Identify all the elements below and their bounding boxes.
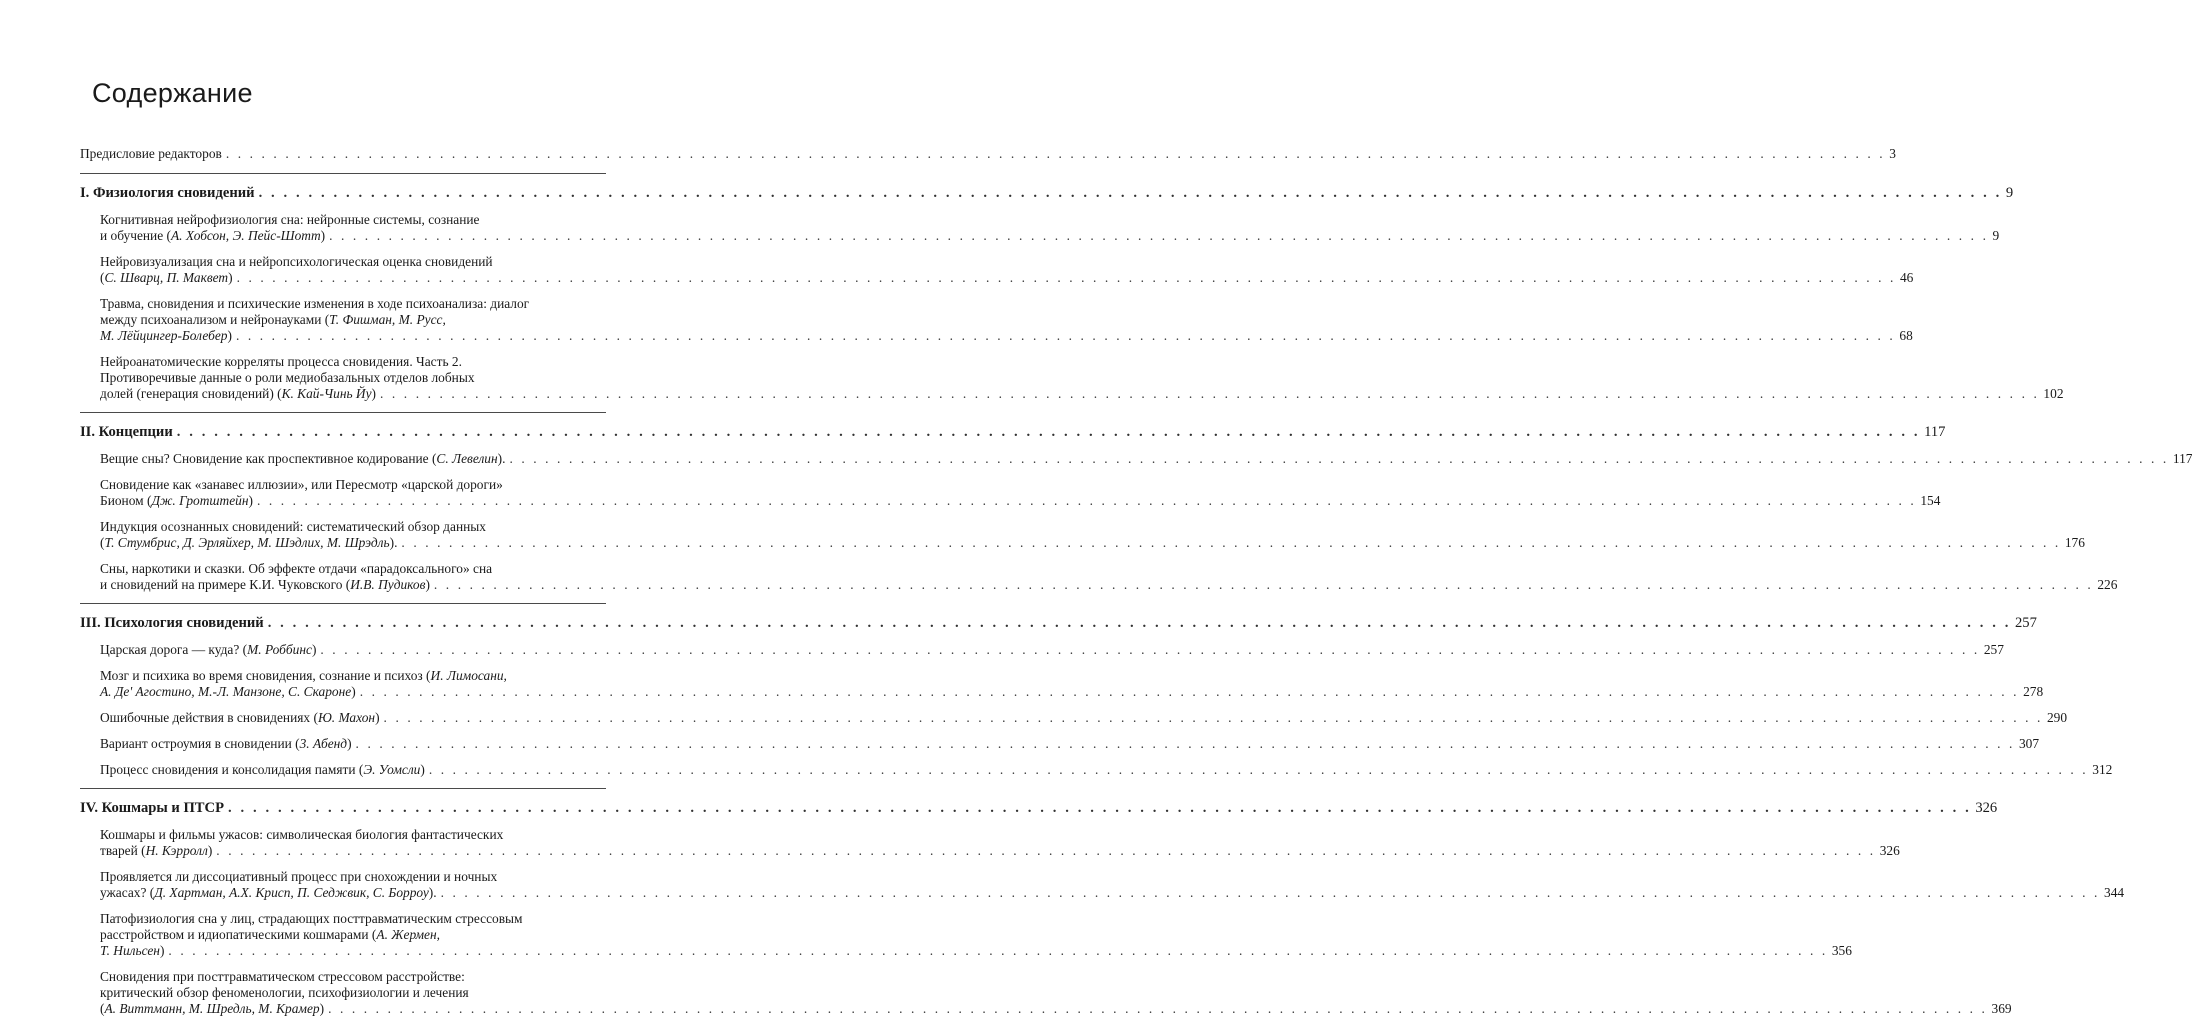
entry-closing-punct: ) [228,270,233,285]
toc-entry-line [100,386,2064,402]
toc-entry [100,561,2118,593]
toc-entry-line [100,312,606,328]
toc-entry-line [100,869,606,885]
entry-closing-punct: ) [248,493,253,508]
page-number: 9 [2005,185,2014,201]
dot-leader: . . . . . . . . . . . . . . . . . . . . . . . . . . . . . . . . . . . . . . . . . . . . . . . . . . . . . . . . . . . . . . . . . . . . . . . . . . . . . . . . . . . . . . . . . . . . . . . . . . . . . . . . . . . . . . . . . . . . . . . . . . . . . . . . . . . . . . . . . . . . [380,386,2040,401]
table-of-contents [80,146,2192,1027]
toc-entry-text [100,927,440,942]
toc-section-heading [80,423,1946,441]
entry-authors: Т. Фишман, М. Русс, [329,312,446,327]
toc-entry-text [100,869,497,884]
entry-authors: Н. Кэрролл [145,843,208,858]
toc-entry-line [80,184,2014,202]
toc-entry-line [100,736,2040,752]
entry-closing-punct: ) [371,386,377,401]
toc-entry-line [100,254,606,270]
entry-authors: Д. Хартман, А.Х. Крисп, П. Седжвик, С. Борроу [154,885,429,900]
toc-entry-text [80,146,222,162]
toc-entry-text [100,370,475,385]
entry-title-text: Когнитивная нейрофизиология сна: нейронные системы, сознание [100,212,480,227]
entry-title-text: Патофизиология сна у лиц, страдающих посттравматическим стрессовым [100,911,523,926]
toc-entry-text [100,386,376,402]
entry-closing-punct: ). [389,535,398,550]
entry-title-text: Вариант остроумия в сновидении ( [100,736,300,751]
toc-entry-text [100,668,507,683]
toc-entry-text [100,561,492,576]
entry-closing-punct: ). [428,885,437,900]
entry-authors: А. Хобсон, Э. Пейс-Шотт [170,228,321,243]
toc-entry-line [100,370,606,386]
dot-leader: . . . . . . . . . . . . . . . . . . . . . . . . . . . . . . . . . . . . . . . . . . . . . . . . . . . . . . . . . . . . . . . . . . . . . . . . . . . . . . . . . . . . . . . . . . . . . . . . . . . . . . . . . . . . . . . . . . . . . . . . . . . . . . . . . . . . . . . . . . . . [236,270,1896,285]
entry-title-text: долей (генерация сновидений) ( [100,386,282,401]
toc-entry-text [100,736,352,752]
page-number: 9 [1992,228,2000,243]
entry-closing-punct: ) [375,710,380,725]
entry-title-text: III. Психология сновидений [80,615,264,631]
entry-title-text: тварей ( [100,843,146,858]
dot-leader: . . . . . . . . . . . . . . . . . . . . . . . . . . . . . . . . . . . . . . . . . . . . . . . . . . . . . . . . . . . . . . . . . . . . . . . . . . . . . . . . . . . . . . . . . . . . . . . . . . . . . . . . . . . . . . . . . . . . . . . . . . . . . . . . . . . . . . . . . . . . [267,615,2011,631]
toc-entry-line [100,493,1941,509]
page-number: 154 [1920,493,1941,508]
toc-entry-text [100,885,437,901]
toc-entry-line [100,561,606,577]
toc-section-heading [80,799,1998,817]
toc-entry-text [100,519,486,534]
section-divider [80,603,606,604]
toc-entry [100,911,1852,959]
entry-authors: Э. Уомсли [363,762,421,777]
entry-closing-punct: ) [347,736,352,751]
toc-entry-text [100,270,233,286]
entry-closing-punct: ) [420,762,425,777]
toc-entry [100,354,2064,402]
dot-leader: . . . . . . . . . . . . . . . . . . . . . . . . . . . . . . . . . . . . . . . . . . . . . . . . . . . . . . . . . . . . . . . . . . . . . . . . . . . . . . . . . . . . . . . . . . . . . . . . . . . . . . . . . . . . . . . . . . . . . . . . . . . . . . . . . . . . . . . . . . . . [509,451,2169,466]
entry-authors: И. Лимосани, [430,668,507,683]
entry-title-text: Травма, сновидения и психические изменения в ходе психоанализа: диалог [100,296,530,311]
dot-leader: . . . . . . . . . . . . . . . . . . . . . . . . . . . . . . . . . . . . . . . . . . . . . . . . . . . . . . . . . . . . . . . . . . . . . . . . . . . . . . . . . . . . . . . . . . . . . . . . . . . . . . . . . . . . . . . . . . . . . . . . . . . . . . . . . . . . . . . . . . . . [328,1001,1988,1016]
toc-entry-text [100,477,503,492]
entry-closing-punct: ) [159,943,165,958]
toc-entry-line [100,577,2118,593]
section-divider [80,173,606,174]
toc-entry [100,254,1914,286]
page-number: 344 [2104,885,2125,900]
entry-authors: 3. Абенд [299,736,348,751]
toc-entry-line [100,969,606,985]
toc-entry-line [100,827,606,843]
toc-entry [100,212,2000,244]
entry-title-text: Царская дорога — куда? ( [100,642,248,657]
page-number: 290 [2046,710,2068,725]
dot-leader: . . . . . . . . . . . . . . . . . . . . . . . . . . . . . . . . . . . . . . . . . . . . . . . . . . . . . . . . . . . . . . . . . . . . . . . . . . . . . . . . . . . . . . . . . . . . . . . . . . . . . . . . . . . . . . . . . . . . . . . . . . . . . . . . . . . . . . . . . . . . [228,800,1972,816]
toc-entry-text [100,493,253,509]
toc-entry-text [80,799,224,817]
toc-entry-line [100,642,2004,658]
toc-entry-line [80,799,1998,817]
entry-title-text: Сны, наркотики и сказки. Об эффекте отдачи «парадоксального» сна [100,561,493,576]
dot-leader: . . . . . . . . . . . . . . . . . . . . . . . . . . . . . . . . . . . . . . . . . . . . . . . . . . . . . . . . . . . . . . . . . . . . . . . . . . . . . . . . . . . . . . . . . . . . . . . . . . . . . . . . . . . . . . . . . . . . . . . . . . . . . . . . . . . . . . . . . . . . [225,146,1886,161]
toc-entry-text [100,296,529,311]
page-number: 102 [2043,386,2064,401]
entry-title-text: Ошибочные действия в сновидениях ( [100,710,318,725]
entry-authors: С. Левелин [436,451,498,466]
entry-title-text: Процесс сновидения и консолидация памяти ( [100,762,364,777]
toc-entry-text [100,451,505,467]
entry-closing-punct: ) [319,1001,325,1016]
toc-entry-line [100,710,2068,726]
toc-entry-line [100,228,2000,244]
page-number: 257 [2015,615,2037,631]
dot-leader: . . . . . . . . . . . . . . . . . . . . . . . . . . . . . . . . . . . . . . . . . . . . . . . . . . . . . . . . . . . . . . . . . . . . . . . . . . . . . . . . . . . . . . . . . . . . . . . . . . . . . . . . . . . . . . . . . . . . . . . . . . . . . . . . . . . . . . . . . . . . [359,684,2020,699]
page-number: 117 [2172,451,2192,466]
toc-entry-line [100,212,606,228]
toc-entry-line [100,668,606,684]
entry-closing-punct: ) [207,843,213,858]
entry-authors: И.В. Пудиков [350,577,426,592]
toc-entry-text [100,535,397,551]
entry-authors: А. Де' Агостино, М.-Л. Манзоне, С. Скароне [100,684,352,699]
toc-entry-line [100,943,1852,959]
toc-entry [100,869,2125,901]
toc-entry-text [100,684,356,700]
toc-entry-line [100,270,1914,286]
entry-closing-punct: ) [311,642,317,657]
toc-entry-text [100,1001,324,1017]
toc-entry [100,519,2085,551]
toc-entry-text [100,710,380,726]
toc-entry-line [100,535,2085,551]
entry-authors: М. Роббинс [247,642,312,657]
entry-title-text: Индукция осознанных сновидений: систематический обзор данных [100,519,486,534]
toc-entry [100,762,2113,778]
toc-entry-text [100,985,469,1000]
page-number: 312 [2092,762,2113,777]
toc-entry-line [100,885,2125,901]
entry-title-text: I. Физиология сновидений [80,185,255,201]
toc-entry-line [80,614,2037,632]
entry-title-text: ( [100,1001,105,1016]
toc-entry-text [80,614,264,632]
entry-closing-punct: ) [227,328,232,343]
entry-authors: Дж. Гротштейн [151,493,249,508]
entry-title-text: и сновидений на примере К.И. Чуковского ( [100,577,351,592]
toc-entry [100,969,2012,1017]
entry-title-text: IV. Кошмары и ПТСР [80,800,224,816]
entry-title-text: Предисловие редакторов [80,146,222,161]
page-number: 226 [2097,577,2118,592]
toc-entry [100,451,2192,467]
dot-leader: . . . . . . . . . . . . . . . . . . . . . . . . . . . . . . . . . . . . . . . . . . . . . . . . . . . . . . . . . . . . . . . . . . . . . . . . . . . . . . . . . . . . . . . . . . . . . . . . . . . . . . . . . . . . . . . . . . . . . . . . . . . . . . . . . . . . . . . . . . . . [329,228,1989,243]
entry-title-text: критический обзор феноменологии, психофизиологии и лечения [100,985,469,1000]
toc-entry-text [80,184,255,202]
toc-entry-text [100,843,212,859]
toc-entry-text [100,642,316,658]
entry-authors: М. Лёйцингер-Болебер [100,328,228,343]
entry-title-text: Проявляется ли диссоциативный процесс при снохождении и ночных [100,869,498,884]
page-number: 278 [2023,684,2044,699]
toc-entry-line [100,1001,2012,1017]
toc-entry-text [100,943,164,959]
entry-title-text: ( [100,270,105,285]
toc-entry-text [100,911,523,926]
page-number: 356 [1831,943,1852,958]
entry-title-text: и обучение ( [100,228,171,243]
entry-closing-punct: ) [425,577,430,592]
toc-entry-text [100,254,493,269]
toc-entry-line [100,762,2113,778]
entry-title-text: расстройством и идиопатическими кошмарами ( [100,927,377,942]
dot-leader: . . . . . . . . . . . . . . . . . . . . . . . . . . . . . . . . . . . . . . . . . . . . . . . . . . . . . . . . . . . . . . . . . . . . . . . . . . . . . . . . . . . . . . . . . . . . . . . . . . . . . . . . . . . . . . . . . . . . . . . . . . . . . . . . . . . . . . . . . . . . [383,710,2043,725]
entry-title-text: Вещие сны? Сновидение как проспективное кодирование ( [100,451,437,466]
toc-entry-line [100,296,606,312]
page-number: 176 [2064,535,2085,550]
toc-entry-text [100,827,503,842]
toc-entry-text [100,212,480,227]
entry-title-text: II. Концепции [80,424,173,440]
toc-entry-line [100,477,606,493]
toc-entry-line [100,843,1900,859]
entry-title-text: Мозг и психика во время сновидения, сознание и психоз ( [100,668,431,683]
entry-title-text: Нейровизуализация сна и нейропсихологическая оценка сновидений [100,254,493,269]
page-title: Содержание [92,78,253,108]
entry-title-text: Сновидения при посттравматическом стрессовом расстройстве: [100,969,465,984]
dot-leader: . . . . . . . . . . . . . . . . . . . . . . . . . . . . . . . . . . . . . . . . . . . . . . . . . . . . . . . . . . . . . . . . . . . . . . . . . . . . . . . . . . . . . . . . . . . . . . . . . . . . . . . . . . . . . . . . . . . . . . . . . . . . . . . . . . . . . . . . . . . . [440,885,2100,900]
toc-entry-line [100,985,606,1001]
entry-authors: Ю. Махон [317,710,376,725]
entry-authors: А. Виттманн, М. Шредль, М. Крамер [104,1001,320,1016]
section-divider [80,412,606,413]
entry-closing-punct: ) [351,684,356,699]
toc-entry [100,477,1941,509]
entry-title-text: Кошмары и фильмы ужасов: символическая биология фантастических [100,827,504,842]
toc-section-heading [80,184,2014,202]
toc-entry [100,827,1900,859]
toc-entry-line [100,328,1913,344]
toc-entry-text [100,312,446,327]
entry-authors: С. Шварц, П. Маквет [104,270,229,285]
page-number: 369 [1991,1001,2012,1016]
entry-closing-punct: ). [497,451,506,466]
entry-title-text: между психоанализом и нейронауками ( [100,312,330,327]
entry-authors: Т. Стумбрис, Д. Эрляйхер, М. Шэдлих, М. Шрэдль [104,535,390,550]
page-number: 326 [1879,843,1900,858]
toc-entry [100,642,2004,658]
dot-leader: . . . . . . . . . . . . . . . . . . . . . . . . . . . . . . . . . . . . . . . . . . . . . . . . . . . . . . . . . . . . . . . . . . . . . . . . . . . . . . . . . . . . . . . . . . . . . . . . . . . . . . . . . . . . . . . . . . . . . . . . . . . . . . . . . . . . . . . . . . . . [235,328,1896,343]
dot-leader: . . . . . . . . . . . . . . . . . . . . . . . . . . . . . . . . . . . . . . . . . . . . . . . . . . . . . . . . . . . . . . . . . . . . . . . . . . . . . . . . . . . . . . . . . . . . . . . . . . . . . . . . . . . . . . . . . . . . . . . . . . . . . . . . . . . . . . . . . . . . [258,185,2002,201]
toc-entry [80,146,1896,162]
dot-leader: . . . . . . . . . . . . . . . . . . . . . . . . . . . . . . . . . . . . . . . . . . . . . . . . . . . . . . . . . . . . . . . . . . . . . . . . . . . . . . . . . . . . . . . . . . . . . . . . . . . . . . . . . . . . . . . . . . . . . . . . . . . . . . . . . . . . . . . . . . . . [428,762,2089,777]
page-number: 68 [1899,328,1913,343]
toc-entry-line [100,354,606,370]
entry-authors: К. Кай-Чинь Йу [281,386,372,401]
dot-leader: . . . . . . . . . . . . . . . . . . . . . . . . . . . . . . . . . . . . . . . . . . . . . . . . . . . . . . . . . . . . . . . . . . . . . . . . . . . . . . . . . . . . . . . . . . . . . . . . . . . . . . . . . . . . . . . . . . . . . . . . . . . . . . . . . . . . . . . . . . . . [216,843,1876,858]
page-number: 257 [1983,642,2004,657]
toc-entry-text [100,762,425,778]
toc-section-heading [80,614,2037,632]
dot-leader: . . . . . . . . . . . . . . . . . . . . . . . . . . . . . . . . . . . . . . . . . . . . . . . . . . . . . . . . . . . . . . . . . . . . . . . . . . . . . . . . . . . . . . . . . . . . . . . . . . . . . . . . . . . . . . . . . . . . . . . . . . . . . . . . . . . . . . . . . . . . [433,577,2094,592]
toc-entry-line [100,927,606,943]
toc-entry [100,710,2068,726]
dot-leader: . . . . . . . . . . . . . . . . . . . . . . . . . . . . . . . . . . . . . . . . . . . . . . . . . . . . . . . . . . . . . . . . . . . . . . . . . . . . . . . . . . . . . . . . . . . . . . . . . . . . . . . . . . . . . . . . . . . . . . . . . . . . . . . . . . . . . . . . . . . . [355,736,2015,751]
toc-entry-line [80,146,1896,162]
toc-entry-line [80,423,1946,441]
toc-entry-text [100,328,232,344]
toc-entry [100,296,1913,344]
section-divider [80,788,606,789]
toc-entry-text [100,228,325,244]
entry-title-text: Сновидение как «занавес иллюзии», или Пересмотр «царской дороги» [100,477,503,492]
entry-title-text: Бионом ( [100,493,152,508]
entry-title-text: ( [100,535,105,550]
toc-entry [100,736,2040,752]
page-number: 326 [1975,800,1998,816]
page-number: 307 [2018,736,2040,751]
toc-entry-line [100,451,2192,467]
page-number: 117 [1924,424,1946,440]
dot-leader: . . . . . . . . . . . . . . . . . . . . . . . . . . . . . . . . . . . . . . . . . . . . . . . . . . . . . . . . . . . . . . . . . . . . . . . . . . . . . . . . . . . . . . . . . . . . . . . . . . . . . . . . . . . . . . . . . . . . . . . . . . . . . . . . . . . . . . . . . . . . [168,943,1828,958]
dot-leader: . . . . . . . . . . . . . . . . . . . . . . . . . . . . . . . . . . . . . . . . . . . . . . . . . . . . . . . . . . . . . . . . . . . . . . . . . . . . . . . . . . . . . . . . . . . . . . . . . . . . . . . . . . . . . . . . . . . . . . . . . . . . . . . . . . . . . . . . . . . . [320,642,1980,657]
toc-entry-text [100,354,462,369]
toc-entry-line [100,519,606,535]
dot-leader: . . . . . . . . . . . . . . . . . . . . . . . . . . . . . . . . . . . . . . . . . . . . . . . . . . . . . . . . . . . . . . . . . . . . . . . . . . . . . . . . . . . . . . . . . . . . . . . . . . . . . . . . . . . . . . . . . . . . . . . . . . . . . . . . . . . . . . . . . . . . [401,535,2061,550]
toc-entry-text [100,577,430,593]
entry-authors: А. Жермен, [376,927,440,942]
dot-leader: . . . . . . . . . . . . . . . . . . . . . . . . . . . . . . . . . . . . . . . . . . . . . . . . . . . . . . . . . . . . . . . . . . . . . . . . . . . . . . . . . . . . . . . . . . . . . . . . . . . . . . . . . . . . . . . . . . . . . . . . . . . . . . . . . . . . . . . . . . . . [256,493,1917,508]
toc-entry-line [100,684,2044,700]
entry-closing-punct: ) [320,228,326,243]
entry-authors: Т. Нильсен [100,943,160,958]
page-number: 46 [1899,270,1914,285]
entry-title-text: Противоречивые данные о роли медиобазальных отделов лобных [100,370,475,385]
toc-entry [100,668,2044,700]
toc-entry-line [100,911,606,927]
entry-title-text: ужасах? ( [100,885,155,900]
toc-entry-text [100,969,465,984]
page-number: 3 [1889,146,1896,161]
dot-leader: . . . . . . . . . . . . . . . . . . . . . . . . . . . . . . . . . . . . . . . . . . . . . . . . . . . . . . . . . . . . . . . . . . . . . . . . . . . . . . . . . . . . . . . . . . . . . . . . . . . . . . . . . . . . . . . . . . . . . . . . . . . . . . . . . . . . . . . . . . . . [176,424,1921,440]
entry-title-text: Нейроанатомические корреляты процесса сновидения. Часть 2. [100,354,462,369]
toc-entry-text [80,423,173,441]
